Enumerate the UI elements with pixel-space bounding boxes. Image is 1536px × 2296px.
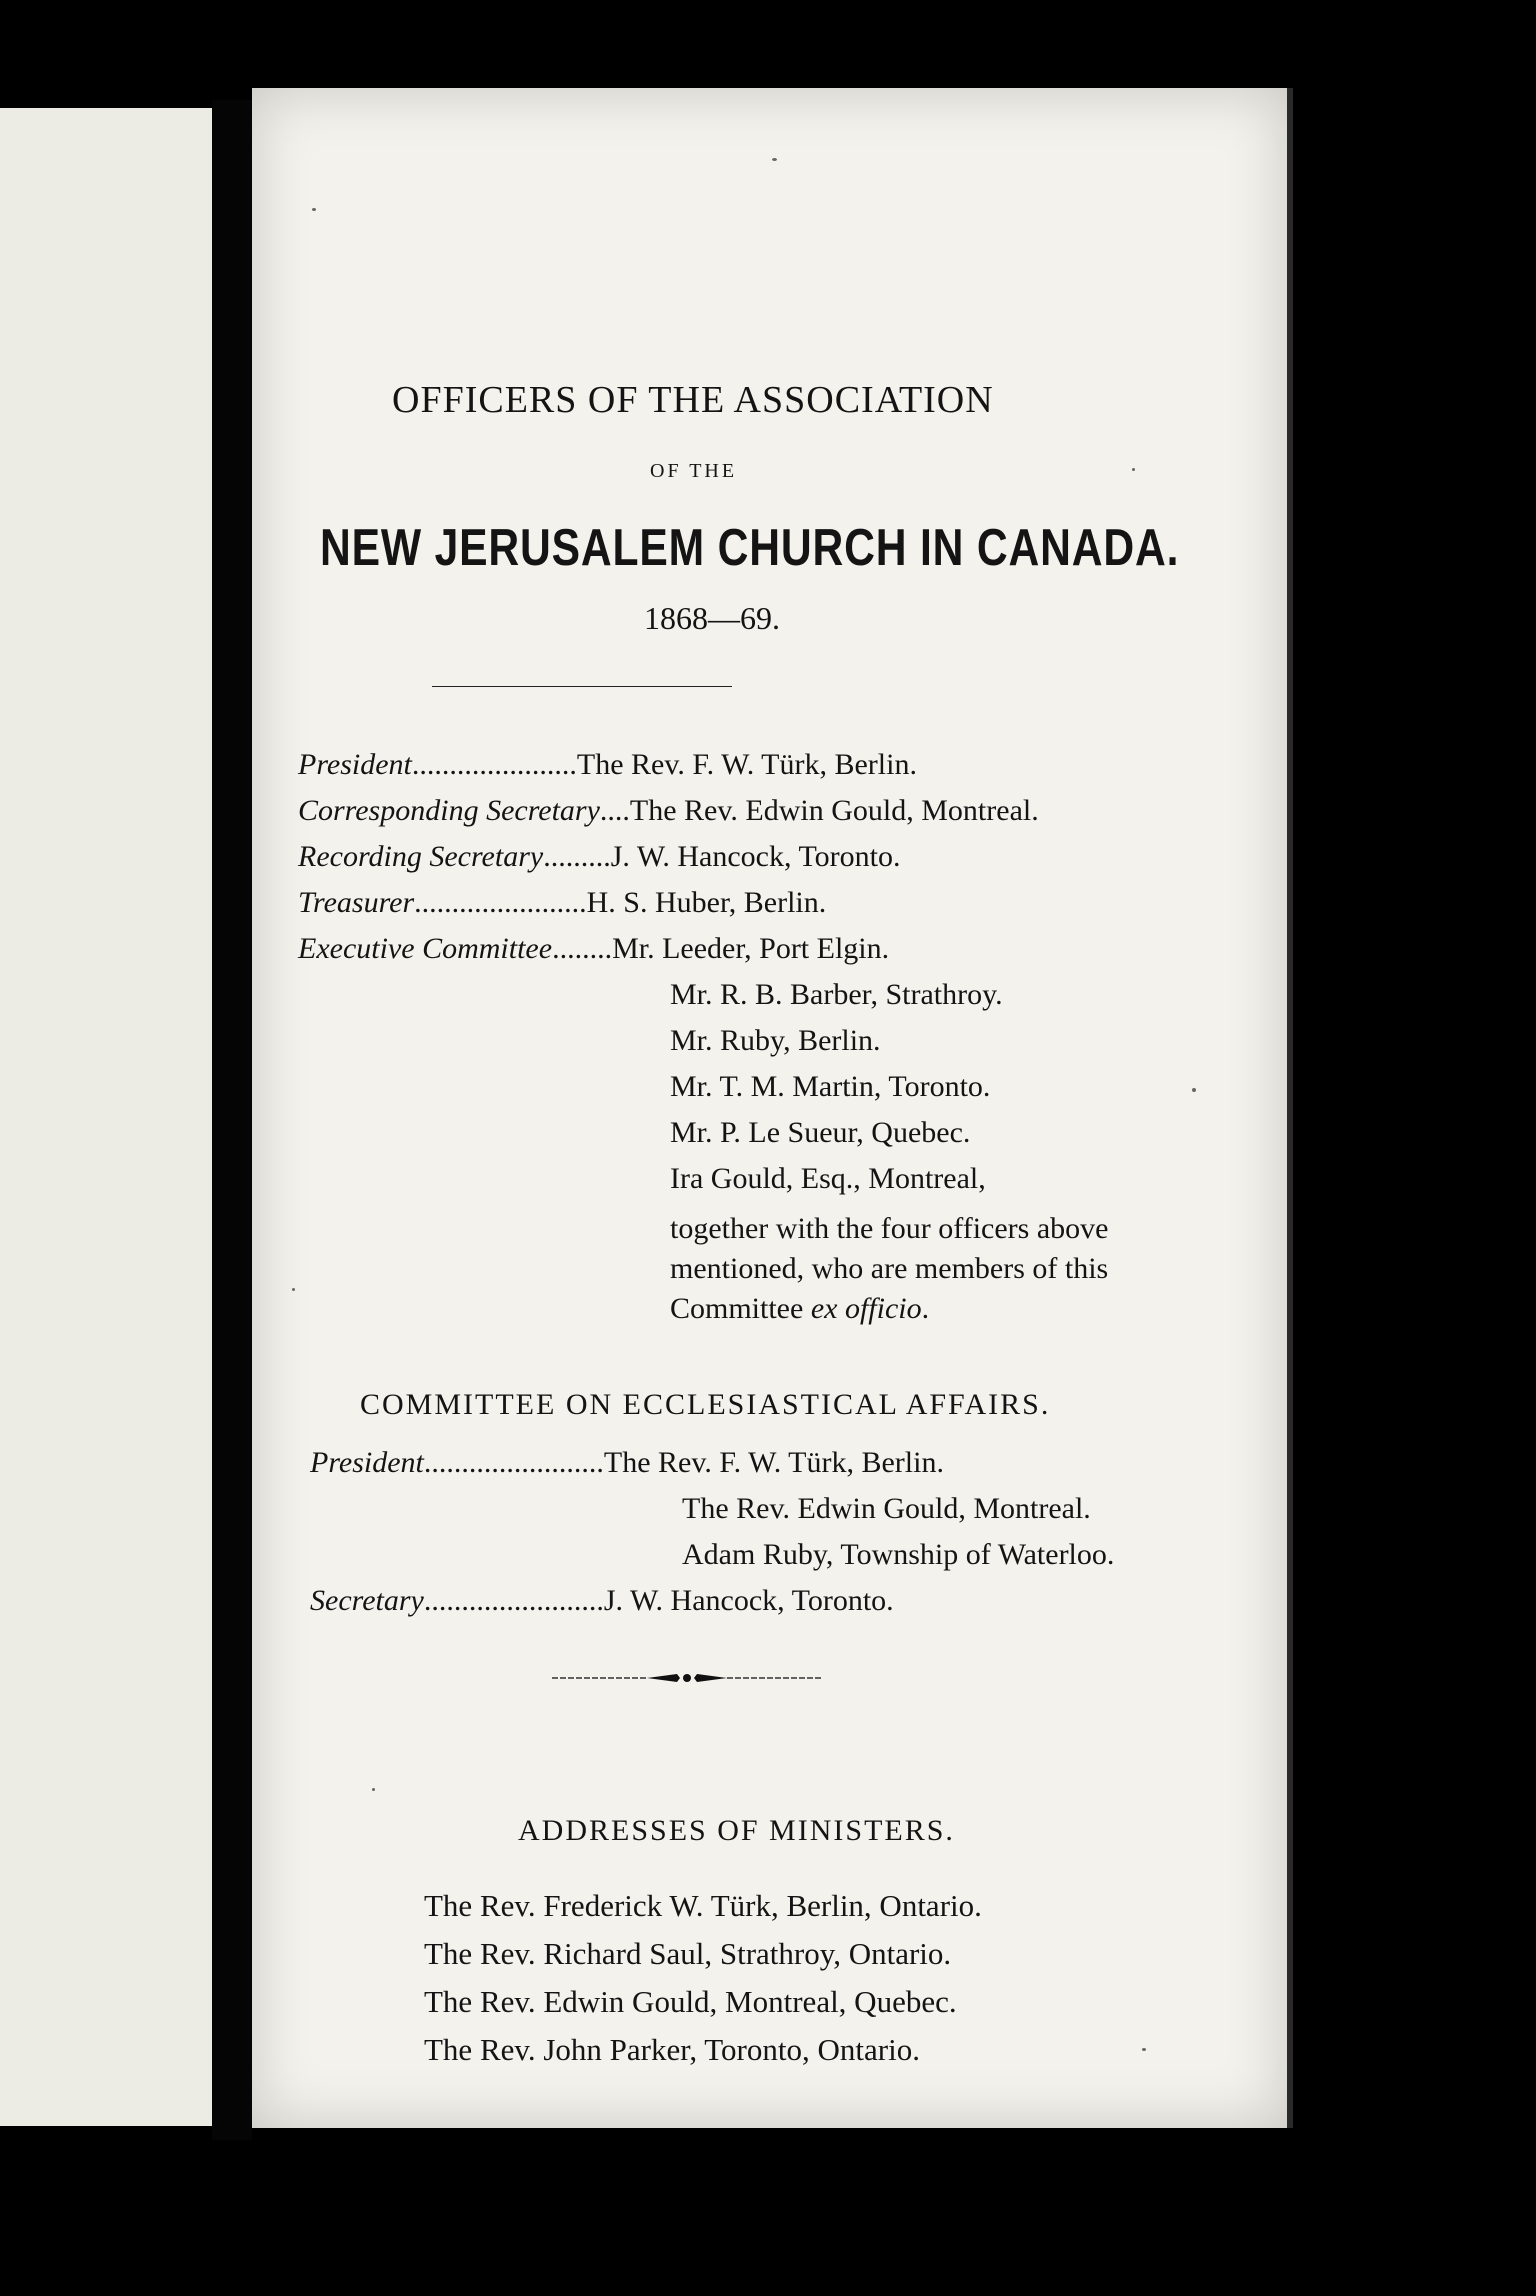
officer-value: Mr. Leeder, Port Elgin.: [612, 932, 890, 965]
minister-address: The Rev. Frederick W. Türk, Berlin, Ontario.: [424, 1888, 982, 1923]
scan-speck: [1192, 1088, 1196, 1092]
scan-speck: [292, 1288, 295, 1291]
executive-member: Mr. T. M. Martin, Toronto.: [670, 1070, 991, 1103]
committee-label: Secretary: [310, 1584, 424, 1617]
committee-row: [310, 1446, 944, 1480]
leader-dots: .......................: [414, 886, 587, 919]
leader-dots: ....: [599, 794, 630, 827]
heading-year: 1868—69.: [644, 600, 780, 636]
leader-dots: ......................: [411, 748, 577, 781]
officer-value: J. W. Hancock, Toronto.: [610, 840, 901, 873]
committee-member: Adam Ruby, Township of Waterloo.: [682, 1538, 1115, 1571]
committee-row: [310, 1584, 894, 1618]
scan-speck: [372, 1788, 375, 1791]
officer-row: [298, 932, 889, 966]
officer-label: President: [298, 748, 412, 781]
document-page: [252, 88, 1287, 2128]
executive-note-line: together with the four officers above: [670, 1212, 1109, 1245]
minister-address: The Rev. Richard Saul, Strathroy, Ontario.: [424, 1936, 952, 1971]
committee-label: President: [310, 1446, 424, 1479]
officer-value: The Rev. F. W. Türk, Berlin.: [576, 748, 917, 781]
officer-value: The Rev. Edwin Gould, Montreal.: [629, 794, 1039, 827]
section-title-ministers: ADDRESSES OF MINISTERS.: [518, 1814, 955, 1847]
officer-label: Treasurer: [298, 886, 415, 919]
officer-row: [298, 840, 901, 874]
scan-speck: [772, 158, 777, 161]
committee-member: The Rev. Edwin Gould, Montreal.: [682, 1492, 1091, 1525]
minister-address: The Rev. John Parker, Toronto, Ontario.: [424, 2032, 920, 2067]
officer-row: [298, 748, 917, 782]
officer-value: H. S. Huber, Berlin.: [586, 886, 827, 919]
divider-rule: [432, 686, 732, 687]
officer-label: Recording Secretary: [298, 840, 544, 873]
heading-officers: OFFICERS OF THE ASSOCIATION: [392, 379, 994, 421]
note-italic: ex officio: [810, 1292, 922, 1325]
officer-label: Corresponding Secretary: [298, 794, 600, 827]
officer-row: [298, 794, 1039, 828]
executive-member: Ira Gould, Esq., Montreal,: [670, 1162, 986, 1195]
committee-value: The Rev. F. W. Türk, Berlin.: [603, 1446, 944, 1479]
leader-dots: ........: [552, 932, 613, 965]
adjacent-page-edge: [0, 108, 212, 2126]
officer-row: [298, 886, 826, 920]
minister-address: The Rev. Edwin Gould, Montreal, Quebec.: [424, 1984, 957, 2019]
ornament-divider: [552, 1668, 822, 1688]
leader-dots: ........................: [423, 1584, 604, 1617]
heading-of-the: OF THE: [650, 460, 738, 482]
executive-note-line: [670, 1292, 929, 1326]
leader-dots: ........................: [423, 1446, 604, 1479]
book-spine: [212, 100, 252, 2140]
officer-label: Executive Committee: [298, 932, 553, 965]
scan-speck: [1132, 468, 1135, 471]
executive-member: Mr. Ruby, Berlin.: [670, 1024, 881, 1057]
executive-note-line: mentioned, who are members of this: [670, 1252, 1109, 1285]
scan-speck: [312, 208, 316, 211]
executive-member: Mr. R. B. Barber, Strathroy.: [670, 978, 1003, 1011]
note-text: .: [921, 1292, 930, 1325]
committee-value: J. W. Hancock, Toronto.: [603, 1584, 894, 1617]
executive-member: Mr. P. Le Sueur, Quebec.: [670, 1116, 971, 1149]
section-title-ecclesiastical: COMMITTEE ON ECCLESIASTICAL AFFAIRS.: [360, 1388, 1051, 1421]
heading-church-name: NEW JERUSALEM CHURCH IN CANADA.: [320, 519, 1180, 577]
page-edge: [1287, 88, 1293, 2128]
note-text: Committee: [670, 1292, 811, 1325]
leader-dots: .........: [543, 840, 611, 873]
scan-speck: [1142, 2048, 1146, 2051]
